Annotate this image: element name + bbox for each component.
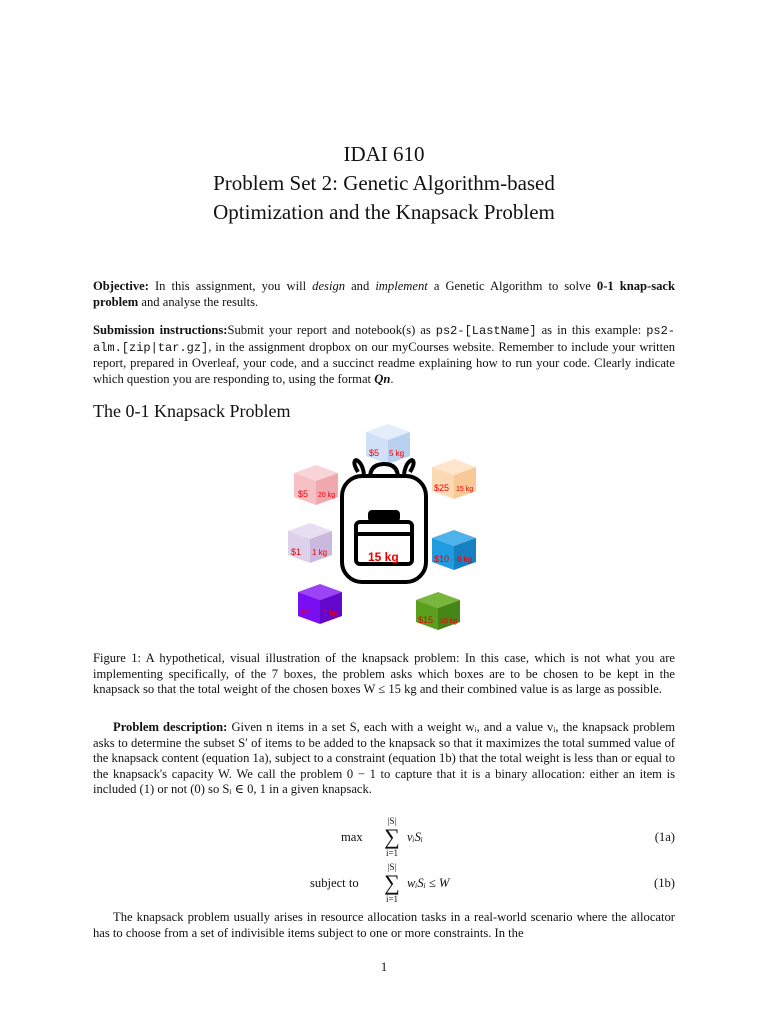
- summation-lower: i=1: [385, 894, 399, 904]
- summation-symbol: |S| ∑ i=1: [380, 816, 404, 858]
- box-label: $1: [291, 547, 302, 557]
- figure-caption: Figure 1: A hypothetical, visual illustration of the knapsack problem: In this case, which is not what you are implementing specifically, of the 7 boxes, the problem asks which boxes are to be chosen to be kept in the knapsack so that the total weight of the chosen boxes W ≤ 15 kg and their combined value is as large as possible.: [93, 651, 675, 697]
- box-label: $10: [434, 554, 450, 564]
- objective-paragraph: [93, 279, 675, 310]
- box-10-dollar-6kg: [432, 530, 476, 570]
- box-25-dollar-15kg: [432, 459, 476, 499]
- equation-lhs: max: [341, 830, 363, 844]
- objective-bold: 0-1 knap-sack problem: [93, 279, 676, 309]
- box-label: $5: [298, 489, 309, 499]
- box-label: 1 kg: [323, 609, 339, 618]
- box-label: 20 kg: [318, 492, 336, 499]
- box-label: $25: [434, 483, 450, 493]
- objective-label: Objective:: [93, 279, 149, 293]
- submission-text-1: Submit your report and notebook(s) as: [227, 323, 436, 337]
- equation-1b: [93, 862, 675, 908]
- objective-text-1: In this assignment, you will: [148, 279, 313, 293]
- submission-text-3: , in the assignment dropbox on our myCourses website. Remember to include your written report, prepared in Overleaf, your code, and a succinct readme explaining how to run your code. Clearly indicate which question you are responding to, using the format: [93, 339, 675, 386]
- box-15-dollar-10kg: [416, 592, 460, 630]
- submission-qn: Qn: [374, 371, 391, 386]
- equation-label: (1b): [654, 876, 675, 890]
- title-line-2: Optimization and the Knapsack Problem: [213, 200, 555, 224]
- title-line-1: Problem Set 2: Genetic Algorithm-based: [213, 171, 555, 195]
- equation-body: vᵢSᵢ: [407, 830, 423, 844]
- knapsack-capacity-label: 15 kg: [368, 550, 399, 564]
- knapsack-figure: [270, 420, 490, 635]
- summation-upper: |S|: [387, 862, 397, 872]
- box-label: 10 kg: [440, 618, 458, 625]
- summation-upper: |S|: [387, 816, 397, 826]
- document-title: [0, 140, 768, 227]
- submission-text-4: .: [390, 371, 394, 386]
- section-heading: The 0-1 Knapsack Problem: [93, 401, 291, 421]
- box-label: 15 kg: [456, 486, 474, 493]
- box-label: 6 kg: [457, 555, 473, 564]
- box-5-dollar-5kg: [366, 424, 410, 464]
- page-number: 1: [380, 960, 388, 974]
- box-label: 1 kg: [312, 548, 328, 557]
- knapsack-illustration: [270, 420, 490, 635]
- summation-symbol: |S| ∑ i=1: [380, 862, 404, 904]
- box-label: $2: [301, 608, 312, 618]
- equation-lhs: subject to: [310, 876, 359, 890]
- submission-code-2: ps2-alm.[zip|tar.gz]: [93, 324, 675, 355]
- equation-1a: [93, 816, 675, 862]
- box-1-dollar-1kg: [288, 523, 332, 563]
- objective-implement: implement: [375, 279, 428, 293]
- equation-body: wᵢSᵢ ≤ W: [407, 876, 450, 890]
- objective-design: design: [312, 279, 346, 293]
- box-label: $15: [418, 615, 434, 625]
- problem-label: Problem description:: [113, 720, 228, 734]
- summation-lower: i=1: [385, 848, 399, 858]
- closing-paragraph: The knapsack problem usually arises in resource allocation tasks in a real-world scenario where the allocator has to choose from a set of indivisible items subject to one or more constraints. In the: [93, 910, 675, 940]
- box-2-dollar-1kg: [298, 584, 342, 624]
- submission-code-1: ps2-[LastName]: [435, 324, 537, 338]
- course-code: IDAI 610: [343, 142, 425, 166]
- objective-text-3: a Genetic Algorithm to solve: [427, 279, 597, 293]
- problem-description: [93, 720, 675, 798]
- box-label: 5 kg: [389, 449, 405, 458]
- submission-label: Submission instructions:: [93, 323, 228, 337]
- box-5-dollar-20kg: [294, 465, 338, 505]
- objective-text-2: and: [345, 279, 376, 293]
- equation-label: (1a): [654, 830, 675, 844]
- submission-paragraph: [93, 323, 675, 387]
- box-label: $5: [369, 448, 380, 458]
- submission-text-2: as in this example:: [536, 323, 647, 337]
- objective-text-4: and analyse the results.: [138, 294, 259, 309]
- problem-text: Given n items in a set S, each with a weight wᵢ, and a value vᵢ, the knapsack problem asks to determine the subset S′ of items to be added to the knapsack so that it maximizes the total summed value of the knapsack content (equation 1a), subject to a constraint (equation 1b) that the total weight is less than or equal to the knapsack's capacity W. We call the problem 0 − 1 to capture that it is a binary allocation: either an item is included (1) or not (0) so Sᵢ ∈ 0, 1 in a given knapsack.: [93, 720, 675, 797]
